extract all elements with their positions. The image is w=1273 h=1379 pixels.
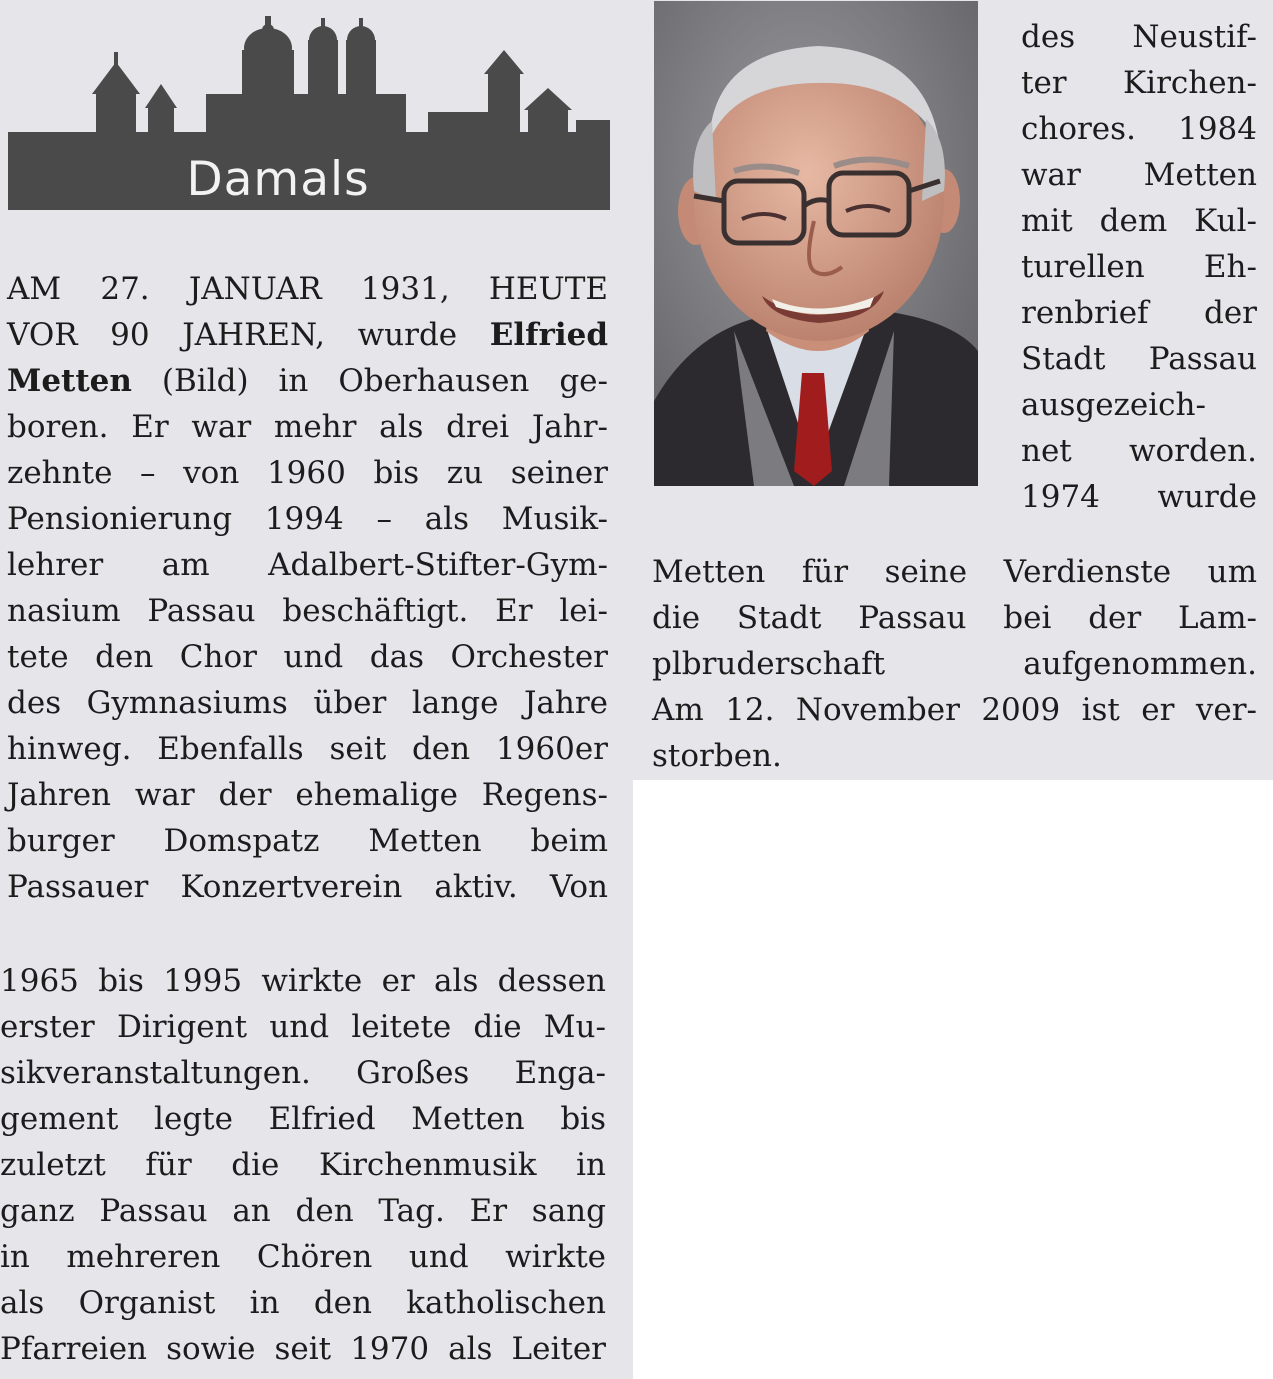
person-name: Metten [7, 363, 132, 399]
article-line: VOR 90 JAHREN, wurde Elfried [7, 317, 608, 353]
article-line: AM 27. JANUAR 1931, HEUTE [7, 271, 608, 307]
article-line: 1974 wurde [1021, 479, 1257, 515]
article-line: erster Dirigent und leitete die Mu- [0, 1009, 606, 1045]
article-line: Metten für seine Verdienste um [652, 554, 1257, 590]
article-line: ganz Passau an den Tag. Er sang [0, 1193, 606, 1229]
article-line: des Neustif- [1021, 19, 1257, 55]
article-line: des Gymnasiums über lange Jahre [7, 685, 608, 721]
article-line: gement legte Elfried Metten bis [0, 1101, 606, 1137]
article-line: zuletzt für die Kirchenmusik in [0, 1147, 606, 1183]
person-name: Elfried [489, 317, 608, 353]
portrait-photo [654, 1, 978, 486]
article-line: Am 12. November 2009 ist er ver- [652, 692, 1257, 728]
article-line: hinweg. Ebenfalls seit den 1960er [7, 731, 608, 767]
article-line: boren. Er war mehr als drei Jahr- [7, 409, 608, 445]
article-line: Metten (Bild) in Oberhausen ge- [7, 363, 608, 399]
article-line: Jahren war der ehemalige Regens- [7, 777, 608, 813]
article-line: ter Kirchen- [1021, 65, 1257, 101]
article-line: chores. 1984 [1021, 111, 1257, 147]
article-line: war Metten [1021, 157, 1257, 193]
article-line: in mehreren Chören und wirkte [0, 1239, 606, 1275]
damals-banner [8, 12, 610, 210]
article-line: Stadt Passau [1021, 341, 1257, 377]
article-line: tete den Chor und das Orchester [7, 639, 608, 675]
article-line: als Organist in den katholischen [0, 1285, 606, 1321]
article-line: die Stadt Passau bei der Lam- [652, 600, 1257, 636]
article-line: lehrer am Adalbert-Stifter-Gym- [7, 547, 608, 583]
article-line: Passauer Konzertverein aktiv. Von [7, 869, 608, 905]
article-column-left [7, 266, 608, 910]
portrait-illustration [654, 1, 978, 486]
article-line: Pfarreien sowie seit 1970 als Leiter [0, 1331, 606, 1367]
article-line: mit dem Kul- [1021, 203, 1257, 239]
article-line: ausgezeich- [1021, 387, 1206, 423]
article-line: net worden. [1021, 433, 1257, 469]
article-line: burger Domspatz Metten beim [7, 823, 608, 859]
article-line: renbrief der [1021, 295, 1257, 331]
article-line: Pensionierung 1994 – als Musik- [7, 501, 608, 537]
article-line: nasium Passau beschäftigt. Er lei- [7, 593, 608, 629]
article-line: turellen Eh- [1021, 249, 1257, 285]
article-line: sikveranstaltungen. Großes Enga- [0, 1055, 606, 1091]
banner-title: Damals [186, 152, 370, 207]
article-line: plbruderschaft aufgenommen. [652, 646, 1257, 682]
article-column-right-bottom [652, 549, 1257, 779]
article-line: storben. [652, 738, 782, 774]
article-line: zehnte – von 1960 bis zu seiner [7, 455, 608, 491]
article-column-left-continued [0, 958, 606, 1372]
article-line: 1965 bis 1995 wirkte er als dessen [0, 963, 606, 999]
article-column-right [1021, 14, 1257, 520]
